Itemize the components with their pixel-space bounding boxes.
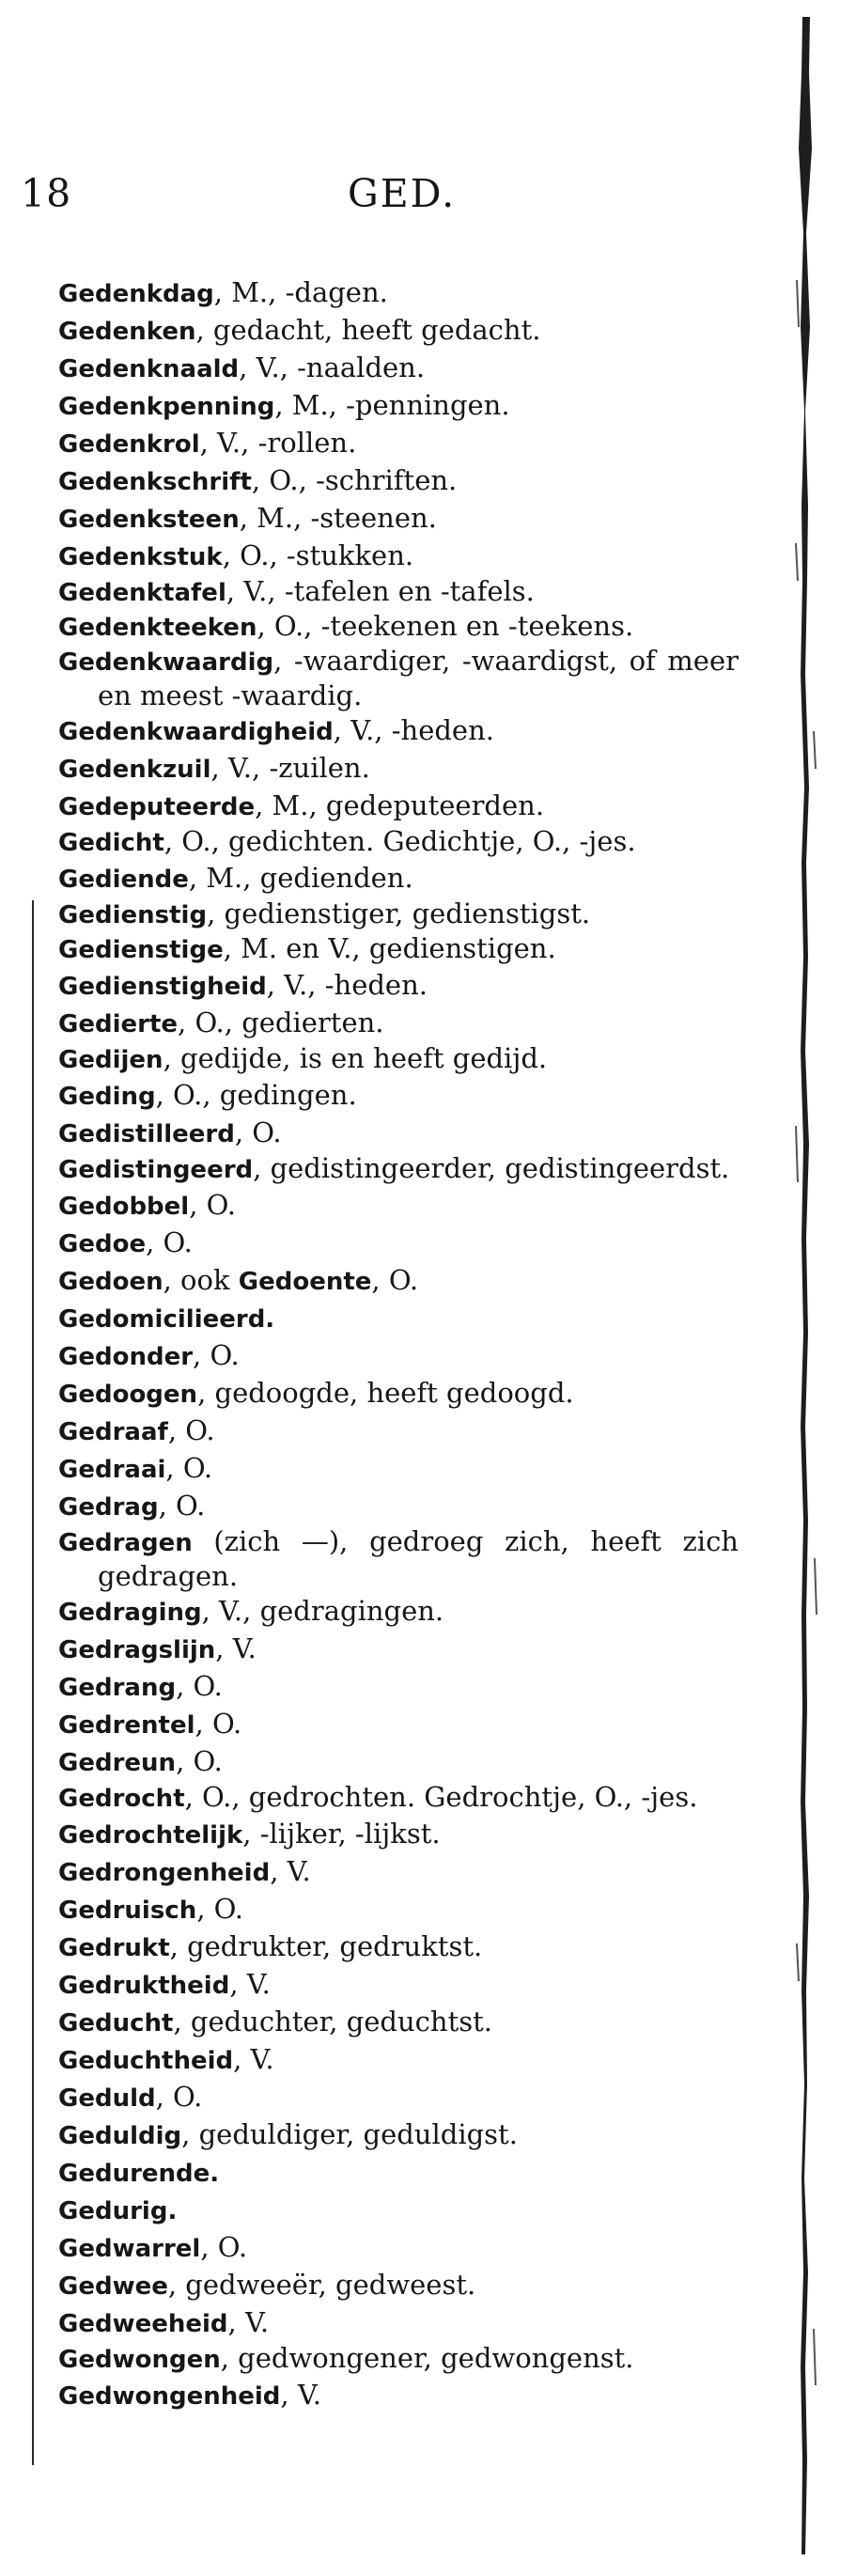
entry-text: , O., gedichten. Gedichtje, O., -jes.: [163, 825, 636, 857]
entry-headword: Gedienstige: [58, 936, 224, 964]
dictionary-entry: [58, 2267, 739, 2304]
dictionary-entry: [58, 350, 739, 387]
entry-headword: Gedruktheid: [58, 1972, 230, 2000]
dictionary-entry: [58, 1077, 739, 1115]
entry-headword: Gedenkdag: [58, 280, 214, 308]
dictionary-entry: [58, 1262, 739, 1300]
entry-headword: Gedrag: [58, 1493, 159, 1522]
entry-headword: Gedrongenheid: [58, 1859, 271, 1887]
entry-text: , O.: [371, 1264, 419, 1296]
entry-text: , O., -stukken.: [222, 539, 414, 571]
dictionary-entry: [58, 2041, 739, 2079]
entry-headword: Gedoe: [58, 1230, 147, 1258]
entry-headword: Gedenktafel: [58, 579, 226, 607]
entry-text: , O.: [189, 1189, 236, 1221]
dictionary-entry: [58, 1488, 739, 1525]
dictionary-entry: [58, 2304, 739, 2342]
entry-text: , V.: [229, 1968, 271, 2000]
entry-headword: Geduchtheid: [58, 2047, 234, 2075]
entry-text: , V., gedragingen.: [201, 1595, 444, 1627]
dictionary-entry: [58, 2079, 739, 2116]
entry-headword: Geducht: [58, 2009, 174, 2037]
dictionary-entry: [58, 1593, 739, 1631]
dictionary-entry: [58, 1375, 739, 1413]
entry-headword: Gedreun: [58, 1749, 177, 1777]
entry-text: , O.: [193, 1339, 240, 1371]
dictionary-entry: [58, 1450, 739, 1488]
dictionary-entry: [58, 312, 739, 350]
entry-headword: Geduld: [58, 2084, 156, 2113]
entry-headword: Gedrocht: [58, 1785, 185, 1813]
entry-text: , geduldiger, geduldigst.: [181, 2118, 518, 2150]
entry-text: , O.: [176, 1745, 223, 1777]
entry-text: , gedijde, is en heeft gedijd.: [163, 1042, 548, 1074]
entry-text: , V., -zuilen.: [210, 752, 370, 784]
dictionary-entry: [58, 1152, 739, 1187]
dictionary-entry: [58, 898, 739, 932]
dictionary-entry: [58, 1337, 739, 1375]
entry-headword: Gedrang: [58, 1674, 177, 1702]
entry-headword: Gedenkpenning: [58, 393, 275, 421]
dictionary-entry: [58, 750, 739, 788]
dictionary-entry: [58, 1413, 739, 1450]
entry-text: , ook: [163, 1264, 239, 1296]
entry-headword: Gedwongenheid: [58, 2382, 281, 2411]
entry-headword: Gedenknaald: [58, 355, 240, 383]
entry-headword: Gedenkteeken: [58, 614, 257, 642]
entry-text: , M., -steenen.: [239, 502, 437, 534]
entry-text: , gedrukter, gedruktst.: [169, 1930, 483, 1962]
dictionary-entry: [58, 788, 739, 825]
entry-text: , O., gedingen.: [155, 1079, 357, 1111]
entry-headword: Geding: [58, 1083, 156, 1111]
entry-text: , geduchter, geduchtst.: [173, 2006, 492, 2037]
entry-text: , M., -penningen.: [274, 389, 510, 421]
entry-headword: Gedrochtelijk: [58, 1821, 243, 1850]
entry-text: , O., gedierten.: [178, 1007, 384, 1038]
dictionary-entry: [58, 967, 739, 1005]
dictionary-entry: [58, 1005, 739, 1042]
entry-text: , M., -dagen.: [213, 276, 388, 308]
entry-text: , O.: [200, 2231, 248, 2263]
dictionary-entry: [58, 1042, 739, 1077]
entry-headword: Gedrentel: [58, 1711, 195, 1740]
dictionary-entry: [58, 2004, 739, 2041]
page-number: 18: [21, 171, 72, 216]
entry-text: (zich —), gedroeg zich, heeft zich gedragen.: [98, 1525, 739, 1592]
entry-headword: Gedenkschrift: [58, 468, 252, 496]
dictionary-entry: [58, 500, 739, 538]
entry-headword: Gedenkrol: [58, 430, 200, 459]
entry-headword: Gedierte: [58, 1010, 179, 1038]
entry-text: , V.: [215, 1632, 257, 1664]
entry-headword: Gedraging: [58, 1599, 202, 1627]
dictionary-entry: [58, 274, 739, 312]
entry-headword: Gedenkstuk: [58, 543, 223, 571]
entry-text: , M., gedienden.: [188, 862, 413, 894]
entry-headword: Gedraaf: [58, 1418, 168, 1446]
dictionary-entry: [58, 1525, 739, 1593]
dictionary-entry: [58, 932, 739, 967]
dictionary-entry: [58, 1631, 739, 1668]
entry-headword: Gedoogen: [58, 1381, 198, 1409]
dictionary-entry: [58, 645, 739, 712]
entry-headword: Gedistingeerd: [58, 1156, 254, 1184]
entry-headword: Gedrukt: [58, 1934, 170, 1962]
entry-headword: Gedraai: [58, 1456, 166, 1484]
dictionary-entry: [58, 2116, 739, 2154]
entry-text: , V.: [270, 1855, 311, 1887]
running-header: GED.: [348, 171, 457, 216]
dictionary-entry: [58, 462, 739, 500]
entry-headword: Gedwarrel: [58, 2235, 201, 2263]
entry-headword: Gedruisch: [58, 1897, 197, 1925]
entry-text: , O.: [176, 1670, 223, 1702]
entry-text: , O., gedrochten. Gedrochtje, O., -jes.: [184, 1781, 698, 1813]
entry-text: , V.: [233, 2043, 274, 2075]
entry-text: , gedweeër, gedweest.: [167, 2269, 476, 2301]
dictionary-entry: [58, 860, 739, 898]
entry-text: , V., -naalden.: [239, 351, 426, 383]
entry-text: , -lijker, -lijkst.: [242, 1818, 441, 1850]
dictionary-entry: [58, 712, 739, 750]
dictionary-entry: [58, 1853, 739, 1891]
entry-headword: Gedistilleerd: [58, 1120, 235, 1148]
dictionary-entry: [58, 1966, 739, 2004]
dictionary-entry: [58, 1225, 739, 1262]
dictionary-entry: [58, 2342, 739, 2377]
entry-text: , -waardiger, -waardigst, of meer en meest -waardig.: [98, 645, 739, 711]
entry-list: [58, 274, 739, 2414]
entry-text: , V., -tafelen en -tafels.: [226, 575, 535, 607]
entry-text: , V.: [280, 2379, 321, 2411]
entry-headword: Geduldig: [58, 2122, 182, 2150]
entry-text: , O.: [146, 1226, 193, 1258]
dictionary-entry: [58, 1781, 739, 1816]
entry-headword: Gediende: [58, 866, 189, 894]
entry-text: , V., -heden.: [333, 714, 494, 746]
dictionary-entry: [58, 2377, 739, 2414]
dictionary-entry: [58, 2229, 739, 2267]
entry-text: , O.: [234, 1116, 282, 1148]
entry-text: , gedwongener, gedwongenst.: [220, 2342, 634, 2374]
entry-text: , M., gedeputeerden.: [255, 789, 545, 821]
entry-headword: Gedeputeerde: [58, 793, 256, 821]
entry-headword: Gedienstig: [58, 901, 208, 929]
dictionary-entry: [58, 1187, 739, 1225]
entry-headword: Gedienstigheid: [58, 973, 267, 1001]
dictionary-entry: [58, 1743, 739, 1781]
entry-headword: Gedenkwaardig: [58, 648, 274, 677]
entry-headword: Gedragslijn: [58, 1636, 216, 1664]
entry-headword: Gedweeheid: [58, 2310, 228, 2338]
entry-headword: Gedenksteen: [58, 506, 240, 534]
dictionary-entry: [58, 1891, 739, 1928]
dictionary-entry: [58, 1115, 739, 1152]
entry-headword: Gedijen: [58, 1046, 163, 1074]
entry-text: , gedoogde, heeft gedoogd.: [197, 1377, 574, 1409]
entry-text: , V., -heden.: [266, 969, 428, 1001]
entry-headword: Gedwee: [58, 2272, 168, 2301]
dictionary-entry: [58, 1706, 739, 1743]
margin-rule: [32, 900, 34, 2465]
entry-text: , O.: [155, 2081, 203, 2113]
entry-text: , O., -teekenen en -teekens.: [257, 610, 634, 642]
entry-text: , gedistingeerder, gedistingeerdst.: [253, 1152, 730, 1184]
entry-headword: Gedragen: [58, 1529, 193, 1557]
dictionary-entry: [58, 825, 739, 860]
dictionary-entry: [58, 575, 739, 610]
entry-text: , O., -schriften.: [251, 464, 458, 496]
dictionary-entry: [58, 1300, 739, 1337]
entry-text: , V.: [227, 2306, 270, 2338]
entry-headword: Gedomicilieerd.: [58, 1305, 275, 1334]
entry-text: , gedienstiger, gedienstigst.: [207, 898, 591, 929]
entry-text: , O.: [196, 1893, 243, 1925]
dictionary-entry: [58, 1928, 739, 1966]
dictionary-entry: [58, 425, 739, 462]
entry-headword: Gedoente: [238, 1268, 372, 1296]
entry-headword: Gedenkwaardigheid: [58, 718, 334, 746]
binding-edge: [793, 17, 819, 2554]
dictionary-entry: [58, 1816, 739, 1853]
entry-headword: Gedenken: [58, 318, 196, 346]
entry-text: , O.: [165, 1452, 213, 1484]
dictionary-entry: [58, 1668, 739, 1706]
dictionary-entry: [58, 387, 739, 425]
entry-text: , O.: [158, 1490, 206, 1522]
dictionary-entry: [58, 2192, 739, 2229]
entry-headword: Gedobbel: [58, 1193, 190, 1221]
dictionary-entry: [58, 538, 739, 575]
entry-text: , V., -rollen.: [199, 427, 357, 459]
entry-headword: Gedurig.: [58, 2197, 178, 2225]
entry-headword: Gedicht: [58, 829, 164, 857]
entry-text: , gedacht, heeft gedacht.: [195, 314, 541, 346]
entry-headword: Gedonder: [58, 1343, 194, 1371]
dictionary-entry: [58, 610, 739, 645]
entry-headword: Gedurende.: [58, 2160, 220, 2188]
dictionary-entry: [58, 2154, 739, 2192]
entry-text: , O.: [195, 1708, 242, 1740]
entry-text: , M. en V., gedienstigen.: [223, 932, 556, 964]
entry-headword: Gedoen: [58, 1268, 163, 1296]
entry-headword: Gedenkzuil: [58, 756, 211, 784]
entry-headword: Gedwongen: [58, 2346, 221, 2374]
entry-text: , O.: [167, 1414, 215, 1446]
